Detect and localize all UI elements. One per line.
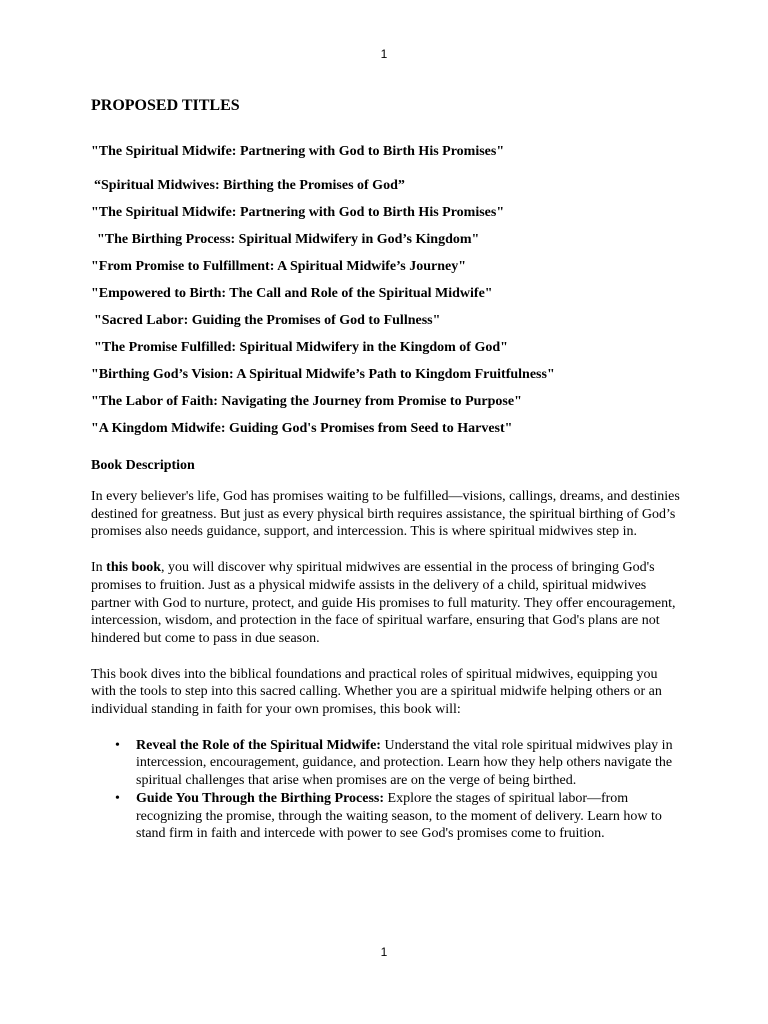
title-item: "A Kingdom Midwife: Guiding God's Promises from Seed to Harvest" bbox=[91, 421, 513, 436]
title-item: "From Promise to Fulfillment: A Spiritual Midwife’s Journey" bbox=[91, 259, 466, 274]
book-description-heading: Book Description bbox=[91, 458, 195, 473]
title-item: "Sacred Labor: Guiding the Promises of God to Fullness" bbox=[94, 313, 441, 328]
title-item: “Spiritual Midwives: Birthing the Promises of God” bbox=[94, 178, 405, 193]
benefits-list bbox=[91, 737, 681, 843]
title-item: "The Birthing Process: Spiritual Midwifery in God’s Kingdom" bbox=[97, 232, 480, 247]
title-item: "The Spiritual Midwife: Partnering with God to Birth His Promises" bbox=[91, 205, 505, 220]
page-heading: PROPOSED TITLES bbox=[91, 97, 240, 114]
page-number-top: 1 bbox=[380, 47, 388, 61]
description-paragraph-3: This book dives into the biblical foundations and practical roles of spiritual midwives, equipping you with the tools to step into this sacred calling. Whether you are a spiritual midwife helping others or an individual standing in faith for your own promises, this book will: bbox=[91, 666, 662, 718]
title-item: "The Labor of Faith: Navigating the Journey from Promise to Purpose" bbox=[91, 394, 522, 409]
document-body bbox=[91, 96, 681, 843]
description-paragraph-2 bbox=[91, 559, 681, 648]
title-item: "The Promise Fulfilled: Spiritual Midwifery in the Kingdom of God" bbox=[94, 340, 508, 355]
page-number-bottom: 1 bbox=[380, 945, 388, 959]
list-item bbox=[115, 790, 681, 843]
bullet-icon: • bbox=[115, 737, 120, 753]
title-item: "Empowered to Birth: The Call and Role of the Spiritual Midwife" bbox=[91, 286, 493, 301]
bullet-title: Guide You Through the Birthing Process: bbox=[136, 790, 385, 806]
title-item: "Birthing God’s Vision: A Spiritual Midwife’s Path to Kingdom Fruitfulness" bbox=[91, 367, 555, 382]
this-book-emphasis: this book bbox=[106, 560, 162, 576]
bullet-icon: • bbox=[115, 790, 120, 806]
proposed-titles-list bbox=[91, 143, 681, 438]
bullet-title: Reveal the Role of the Spiritual Midwife: bbox=[136, 737, 381, 753]
paragraph-2-rest: , you will discover why spiritual midwives are essential in the process of bringing God's promises to fruition. Just as a physical midwife assists in the delivery of a child, spiritual midwives partner with God to nurture, protect, and guide His promises to full maturity. They offer encouragement, intercession, wisdom, and protection in the face of spiritual warfare, ensuring that God's plans are not hindered but come to pass in due season. bbox=[91, 560, 676, 646]
bullet-text: Explore the stages of spiritual labor—from recognizing the promise, through the waiting season, to the moment of delivery. Learn how to stand firm in faith and intercede with power to see God's promises come to fruition. bbox=[136, 790, 662, 842]
bullet-text: Understand the vital role spiritual midwives play in intercession, encouragement, guidance, and protection. Learn how they help others navigate the spiritual challenges that arise when promises are on the verge of being birthed. bbox=[136, 737, 673, 789]
title-item: "The Spiritual Midwife: Partnering with God to Birth His Promises" bbox=[91, 144, 505, 159]
paragraph-2-prefix: In bbox=[91, 560, 107, 576]
list-item bbox=[115, 737, 681, 790]
description-paragraph-1: In every believer's life, God has promises waiting to be fulfilled—visions, callings, dreams, and destinies destined for greatness. But just as every physical birth requires assistance, the spiritual birthing of God’s promises also needs guidance, support, and intercession. This is where spiritual midwives step in. bbox=[91, 489, 680, 540]
